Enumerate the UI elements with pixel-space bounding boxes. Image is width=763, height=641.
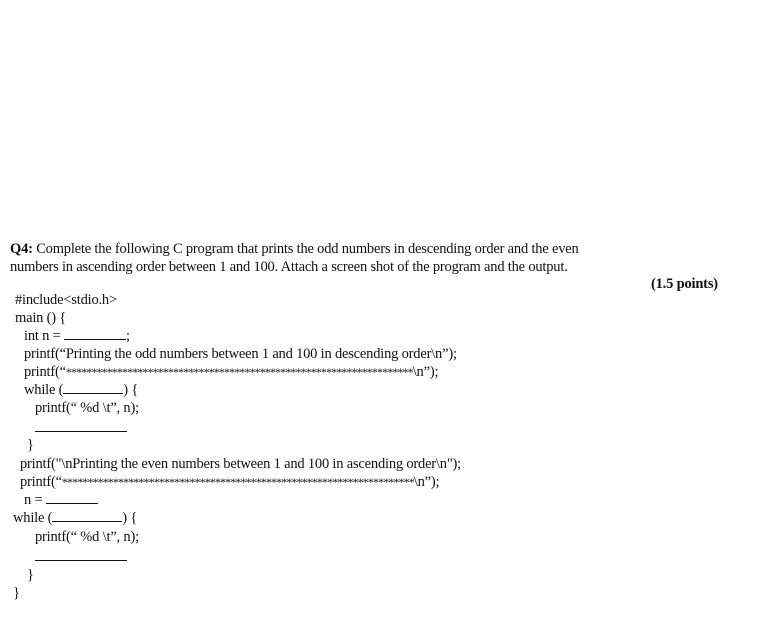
code-while-2 bbox=[13, 509, 137, 527]
stars-suffix-2: \n”); bbox=[413, 474, 440, 490]
while-prefix-1: while ( bbox=[24, 382, 64, 398]
code-printf-d-1: printf(“ %d \t”, n); bbox=[35, 400, 139, 416]
while-condition-blank-1 bbox=[63, 381, 123, 394]
question-number: Q4: bbox=[10, 241, 33, 257]
int-suffix: ; bbox=[126, 328, 130, 344]
code-close-brace-inner: } bbox=[27, 567, 34, 583]
code-printf-d-2: printf(“ %d \t”, n); bbox=[35, 529, 139, 545]
code-printf-odd: printf(“Printing the odd numbers between 1 and 100 in descending order\n”); bbox=[24, 346, 457, 362]
int-init-blank bbox=[64, 327, 126, 340]
loop-body-blank-1 bbox=[35, 430, 127, 432]
while-condition-blank-2 bbox=[52, 509, 122, 522]
question-text-1: Complete the following C program that prints the odd numbers in descending order and the even bbox=[32, 241, 579, 257]
n-assign-blank bbox=[46, 491, 98, 504]
code-while-1 bbox=[24, 381, 138, 399]
while-suffix-1: ) { bbox=[123, 382, 139, 398]
code-printf-stars-1 bbox=[24, 363, 438, 381]
code-printf-even: printf("\nPrinting the even numbers between 1 and 100 in ascending order\n"); bbox=[20, 456, 461, 472]
question-line-2: numbers in ascending order between 1 and 100. Attach a screen shot of the program and the output. bbox=[10, 259, 568, 275]
code-printf-stars-2 bbox=[20, 473, 439, 491]
printf-stars-prefix-2: printf(“ bbox=[20, 474, 62, 490]
n-assign-prefix: n = bbox=[24, 492, 46, 508]
points-label: (1.5 points) bbox=[651, 276, 718, 292]
printf-stars-prefix-1: printf(“ bbox=[24, 364, 66, 380]
stars-suffix-1: \n”); bbox=[412, 364, 439, 380]
code-close-brace-outer: } bbox=[13, 585, 20, 601]
stars-row-2: ********************************************************************* bbox=[61, 475, 414, 489]
stars-row-1: ******************************************************************** bbox=[65, 365, 413, 379]
code-n-assign bbox=[24, 491, 98, 509]
int-prefix: int n = bbox=[24, 328, 65, 344]
code-close-brace-1: } bbox=[27, 437, 34, 453]
code-include: #include<stdio.h> bbox=[15, 292, 117, 308]
while-suffix-2: ) { bbox=[122, 510, 138, 526]
loop-body-blank-2 bbox=[35, 559, 127, 561]
while-prefix-2: while ( bbox=[13, 510, 53, 526]
code-int-declaration bbox=[24, 327, 130, 345]
question-line-1 bbox=[10, 240, 579, 258]
code-main: main () { bbox=[15, 310, 67, 326]
